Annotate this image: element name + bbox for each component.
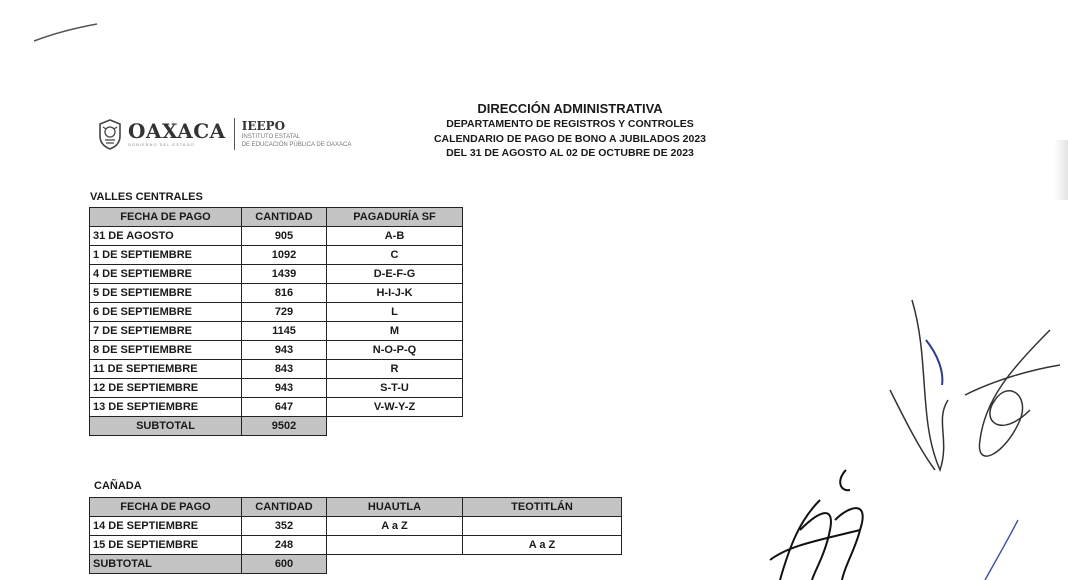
column-header: CANTIDAD: [242, 498, 327, 517]
logo-ieepo-line2: DE EDUCACIÓN PÚBLICA DE OAXACA: [241, 141, 352, 148]
table-cell: 31 DE AGOSTO: [90, 227, 242, 246]
table-cell: 14 DE SEPTIEMBRE: [90, 517, 242, 536]
subtotal-value: 9502: [242, 417, 327, 436]
column-header: CANTIDAD: [242, 208, 327, 227]
table-cell: 1145: [242, 322, 327, 341]
column-header: FECHA DE PAGO: [90, 498, 242, 517]
table-cell: M: [327, 322, 463, 341]
table-cell: C: [327, 246, 463, 265]
table-cell: 1439: [242, 265, 327, 284]
header-line-4: DEL 31 DE AGOSTO AL 02 DE OCTUBRE DE 2023: [446, 147, 694, 159]
table-cell: 12 DE SEPTIEMBRE: [90, 379, 242, 398]
subtotal-label: SUBTOTAL: [90, 555, 242, 574]
table-cell: 8 DE SEPTIEMBRE: [90, 341, 242, 360]
table-cell: A-B: [327, 227, 463, 246]
table-cell: A a Z: [327, 517, 463, 536]
table-cell: 647: [242, 398, 327, 417]
table-cell: 905: [242, 227, 327, 246]
table-cell: D-E-F-G: [327, 265, 463, 284]
signature-2: [770, 470, 863, 580]
table-cell: 1092: [242, 246, 327, 265]
header-line-2: DEPARTAMENTO DE REGISTROS Y CONTROLES: [446, 118, 694, 130]
table-cell: 943: [242, 341, 327, 360]
table-cell: 13 DE SEPTIEMBRE: [90, 398, 242, 417]
table-cell: 943: [242, 379, 327, 398]
column-header: TEOTITLÁN: [463, 498, 622, 517]
table-cell: 7 DE SEPTIEMBRE: [90, 322, 242, 341]
table-cell: S-T-U: [327, 379, 463, 398]
column-header: FECHA DE PAGO: [90, 208, 242, 227]
column-header: PAGADURÍA SF: [327, 208, 463, 227]
table-cell: V-W-Y-Z: [327, 398, 463, 417]
table-cell: 15 DE SEPTIEMBRE: [90, 536, 242, 555]
signature-1: [890, 300, 1060, 470]
section-title-canada: CAÑADA: [94, 480, 142, 492]
section-title-valles: VALLES CENTRALES: [90, 191, 203, 203]
table-cell: 1 DE SEPTIEMBRE: [90, 246, 242, 265]
table-cell: 6 DE SEPTIEMBRE: [90, 303, 242, 322]
table-cell: 5 DE SEPTIEMBRE: [90, 284, 242, 303]
signature-blue-stroke: [926, 340, 942, 385]
table-cell: H-I-J-K: [327, 284, 463, 303]
table-cell: 4 DE SEPTIEMBRE: [90, 265, 242, 284]
page-edge-shadow: [1054, 140, 1068, 200]
header-line-1: DIRECCIÓN ADMINISTRATIVA: [477, 101, 663, 116]
table-cell: R: [327, 360, 463, 379]
table-cell: 816: [242, 284, 327, 303]
logo-ieepo-text: IEEPO: [241, 118, 286, 133]
table-cell: 11 DE SEPTIEMBRE: [90, 360, 242, 379]
table-cell: L: [327, 303, 463, 322]
table-cell: N-O-P-Q: [327, 341, 463, 360]
table-cell: 729: [242, 303, 327, 322]
column-header: HUAUTLA: [327, 498, 463, 517]
subtotal-label: SUBTOTAL: [90, 417, 242, 436]
logo-oaxaca-subtext: GOBIERNO DEL ESTADO: [128, 142, 195, 147]
header-line-3: CALENDARIO DE PAGO DE BONO A JUBILADOS 2023: [433, 132, 707, 145]
logo-ieepo-line1: INSTITUTO ESTATAL: [241, 133, 301, 140]
subtotal-value: 600: [242, 555, 327, 574]
table-cell: 248: [242, 536, 327, 555]
table-cell: 352: [242, 517, 327, 536]
table-cell: A a Z: [463, 536, 622, 555]
logo-oaxaca-text: OAXACA: [128, 119, 226, 143]
table-cell: 843: [242, 360, 327, 379]
signature-blue-stroke: [985, 520, 1018, 580]
